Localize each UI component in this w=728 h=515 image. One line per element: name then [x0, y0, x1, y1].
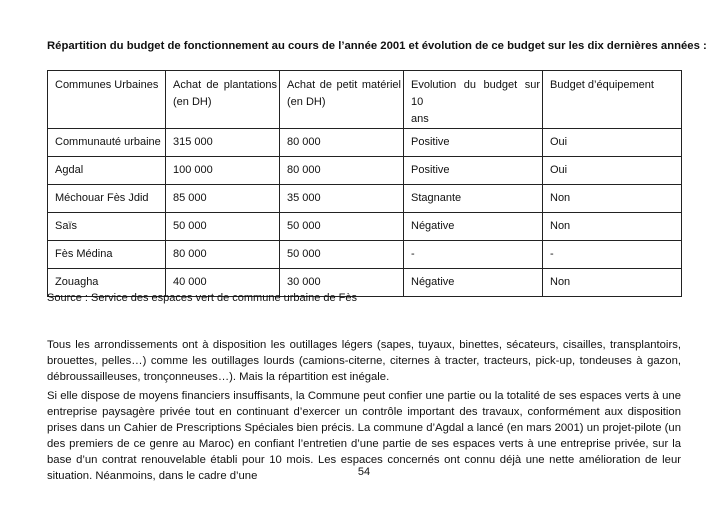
- cell-commune: Zouagha: [48, 269, 166, 297]
- table-header-row: [48, 71, 682, 129]
- header-plantations: Achat de plantations (en DH): [166, 71, 280, 129]
- cell-commune: Agdal: [48, 157, 166, 185]
- table-row: [48, 129, 682, 157]
- cell-evolution: Positive: [404, 157, 543, 185]
- cell-plantations: 100 000: [166, 157, 280, 185]
- cell-petit-materiel: 35 000: [280, 185, 404, 213]
- cell-evolution: Négative: [404, 213, 543, 241]
- header-budget-equipement: Budget d’équipement: [543, 71, 682, 129]
- cell-evolution: -: [404, 241, 543, 269]
- table-row: [48, 185, 682, 213]
- table-source: Source : Service des espaces vert de commune urbaine de Fès: [47, 292, 357, 304]
- cell-budget-equipement: Non: [543, 269, 682, 297]
- cell-evolution: Positive: [404, 129, 543, 157]
- cell-plantations: 50 000: [166, 213, 280, 241]
- cell-budget-equipement: Non: [543, 213, 682, 241]
- table-row: [48, 213, 682, 241]
- cell-budget-equipement: Oui: [543, 129, 682, 157]
- paragraph-entreprise: Si elle dispose de moyens financiers insuffisants, la Commune peut confier une partie ou la totalité de ses espaces verts à une entreprise paysagère privée tout en continuant d’exercer un contrôle important des travaux, conformément aux disposition prises dans un Cahier de Prescriptions Spéciales bien précis. La commune d’Agdal a lancé (en mars 2001) un projet-pilote (un des premiers de ce genre au Maroc) en confiant l’entretien d’une partie de ses espaces verts à une entreprise privée, sur la base d’un contrat renouvelable établi pour 10 mois. Les espaces concernés ont connu déjà une nette amélioration de leur situation. Néanmoins, dans le cadre d’une: [47, 390, 681, 482]
- cell-budget-equipement: Oui: [543, 157, 682, 185]
- table-row: [48, 241, 682, 269]
- header-communes: Communes Urbaines: [48, 71, 166, 129]
- cell-plantations: 40 000: [166, 269, 280, 297]
- table-row: [48, 157, 682, 185]
- cell-petit-materiel: 80 000: [280, 129, 404, 157]
- cell-commune: Saïs: [48, 213, 166, 241]
- cell-budget-equipement: Non: [543, 185, 682, 213]
- header-evolution: Evolution du budget sur 10 ans: [404, 71, 543, 129]
- cell-plantations: 80 000: [166, 241, 280, 269]
- cell-evolution: Stagnante: [404, 185, 543, 213]
- cell-commune: Communauté urbaine: [48, 129, 166, 157]
- table-title: Répartition du budget de fonctionnement au cours de l’année 2001 et évolution de ce budget sur les dix dernières années :: [47, 40, 707, 52]
- cell-petit-materiel: 30 000: [280, 269, 404, 297]
- cell-budget-equipement: -: [543, 241, 682, 269]
- header-petit-materiel: Achat de petit matériel (en DH): [280, 71, 404, 129]
- cell-commune: Fès Médina: [48, 241, 166, 269]
- cell-evolution: Négative: [404, 269, 543, 297]
- budget-table: [47, 70, 682, 297]
- cell-petit-materiel: 50 000: [280, 241, 404, 269]
- cell-petit-materiel: 50 000: [280, 213, 404, 241]
- cell-plantations: 315 000: [166, 129, 280, 157]
- cell-commune: Méchouar Fès Jdid: [48, 185, 166, 213]
- cell-petit-materiel: 80 000: [280, 157, 404, 185]
- cell-plantations: 85 000: [166, 185, 280, 213]
- paragraph-outillages: Tous les arrondissements ont à disposition les outillages légers (sapes, tuyaux, binettes, sécateurs, cisailles, transplantoirs, brouettes, pelles…) comme les outillages lourds (camions-citerne, citernes à tracter, tracteurs, pick-up, tondeuses à gazon, débroussailleuses, tronçonneuses…). Mais la répartition est inégale.: [47, 339, 681, 383]
- page-number: 54: [357, 466, 371, 478]
